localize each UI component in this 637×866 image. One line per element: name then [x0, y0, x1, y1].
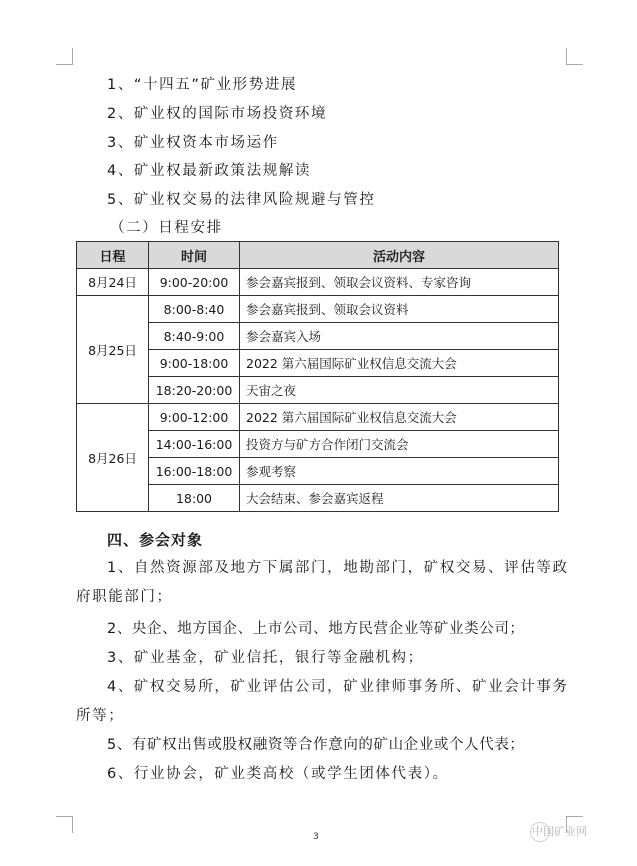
table-row [77, 485, 559, 512]
time-cell: 8:40-9:00 [149, 323, 240, 350]
activity-cell: 2022 第六届国际矿业权信息交流大会 [240, 404, 559, 431]
table-row [77, 323, 559, 350]
table-row [77, 269, 559, 296]
time-cell: 18:20-20:00 [149, 377, 240, 404]
page-number: 3 [313, 832, 319, 842]
attendee-item-continued: 所等； [76, 708, 125, 724]
attendee-item-continued: 府职能部门； [76, 589, 173, 605]
header-activity: 活动内容 [240, 242, 559, 269]
attendee-item: 3、矿业基金，矿业信托，银行等金融机构； [107, 650, 424, 666]
table-row [77, 458, 559, 485]
topic-item: 5、矿业权交易的法律风险规避与管控 [107, 192, 376, 208]
time-cell: 9:00-18:00 [149, 350, 240, 377]
activity-cell: 参会嘉宾入场 [240, 323, 559, 350]
topic-item: 2、矿业权的国际市场投资环境 [107, 106, 328, 122]
crop-mark-bottom-left [56, 816, 73, 833]
table-row [77, 377, 559, 404]
schedule-table [76, 241, 559, 512]
time-cell: 18:00 [149, 485, 240, 512]
time-cell: 14:00-16:00 [149, 431, 240, 458]
date-cell: 8月26日 [77, 404, 149, 512]
activity-cell: 投资方与矿方合作闭门交流会 [240, 431, 559, 458]
activity-cell: 天宙之夜 [240, 377, 559, 404]
header-date: 日程 [77, 242, 149, 269]
activity-cell: 参观考察 [240, 458, 559, 485]
topic-item: 1、“十四五”矿业形势进展 [107, 77, 298, 93]
section-heading: 四、参会对象 [107, 531, 204, 549]
time-cell: 9:00-12:00 [149, 404, 240, 431]
watermark: 中国矿业网 [532, 825, 587, 838]
time-cell: 16:00-18:00 [149, 458, 240, 485]
table-row [77, 350, 559, 377]
header-time: 时间 [149, 242, 240, 269]
attendee-item: 5、有矿权出售或股权融资等合作意向的矿山企业或个人代表； [107, 737, 525, 753]
time-cell: 9:00-20:00 [149, 269, 240, 296]
activity-cell: 大会结束、参会嘉宾返程 [240, 485, 559, 512]
attendee-item: 4、矿权交易所，矿业评估公司，矿业律师事务所、矿业会计事务 [107, 679, 569, 695]
table-row [77, 296, 559, 323]
attendee-item: 2、央企、地方国企、上市公司、地方民营企业等矿业类公司； [107, 621, 525, 637]
table-row [77, 404, 559, 431]
time-cell: 8:00-8:40 [149, 296, 240, 323]
topic-item: 3、矿业权资本市场运作 [107, 135, 279, 151]
date-cell: 8月25日 [77, 296, 149, 404]
table-row [77, 431, 559, 458]
table-header-row [77, 242, 559, 269]
activity-cell: 参会嘉宾报到、领取会议资料、专家咨询 [240, 269, 559, 296]
attendee-item: 6、行业协会，矿业类高校（或学生团体代表）。 [107, 766, 449, 782]
schedule-title: （二）日程安排 [110, 220, 223, 236]
activity-cell: 2022 第六届国际矿业权信息交流大会 [240, 350, 559, 377]
activity-cell: 参会嘉宾报到、领取会议资料 [240, 296, 559, 323]
crop-mark-top-left [56, 48, 73, 65]
attendee-item: 1、自然资源部及地方下属部门，地勘部门，矿权交易、评估等政 [107, 560, 569, 576]
date-cell: 8月24日 [77, 269, 149, 296]
topic-item: 4、矿业权最新政策法规解读 [107, 163, 312, 179]
crop-mark-top-right [566, 48, 583, 65]
